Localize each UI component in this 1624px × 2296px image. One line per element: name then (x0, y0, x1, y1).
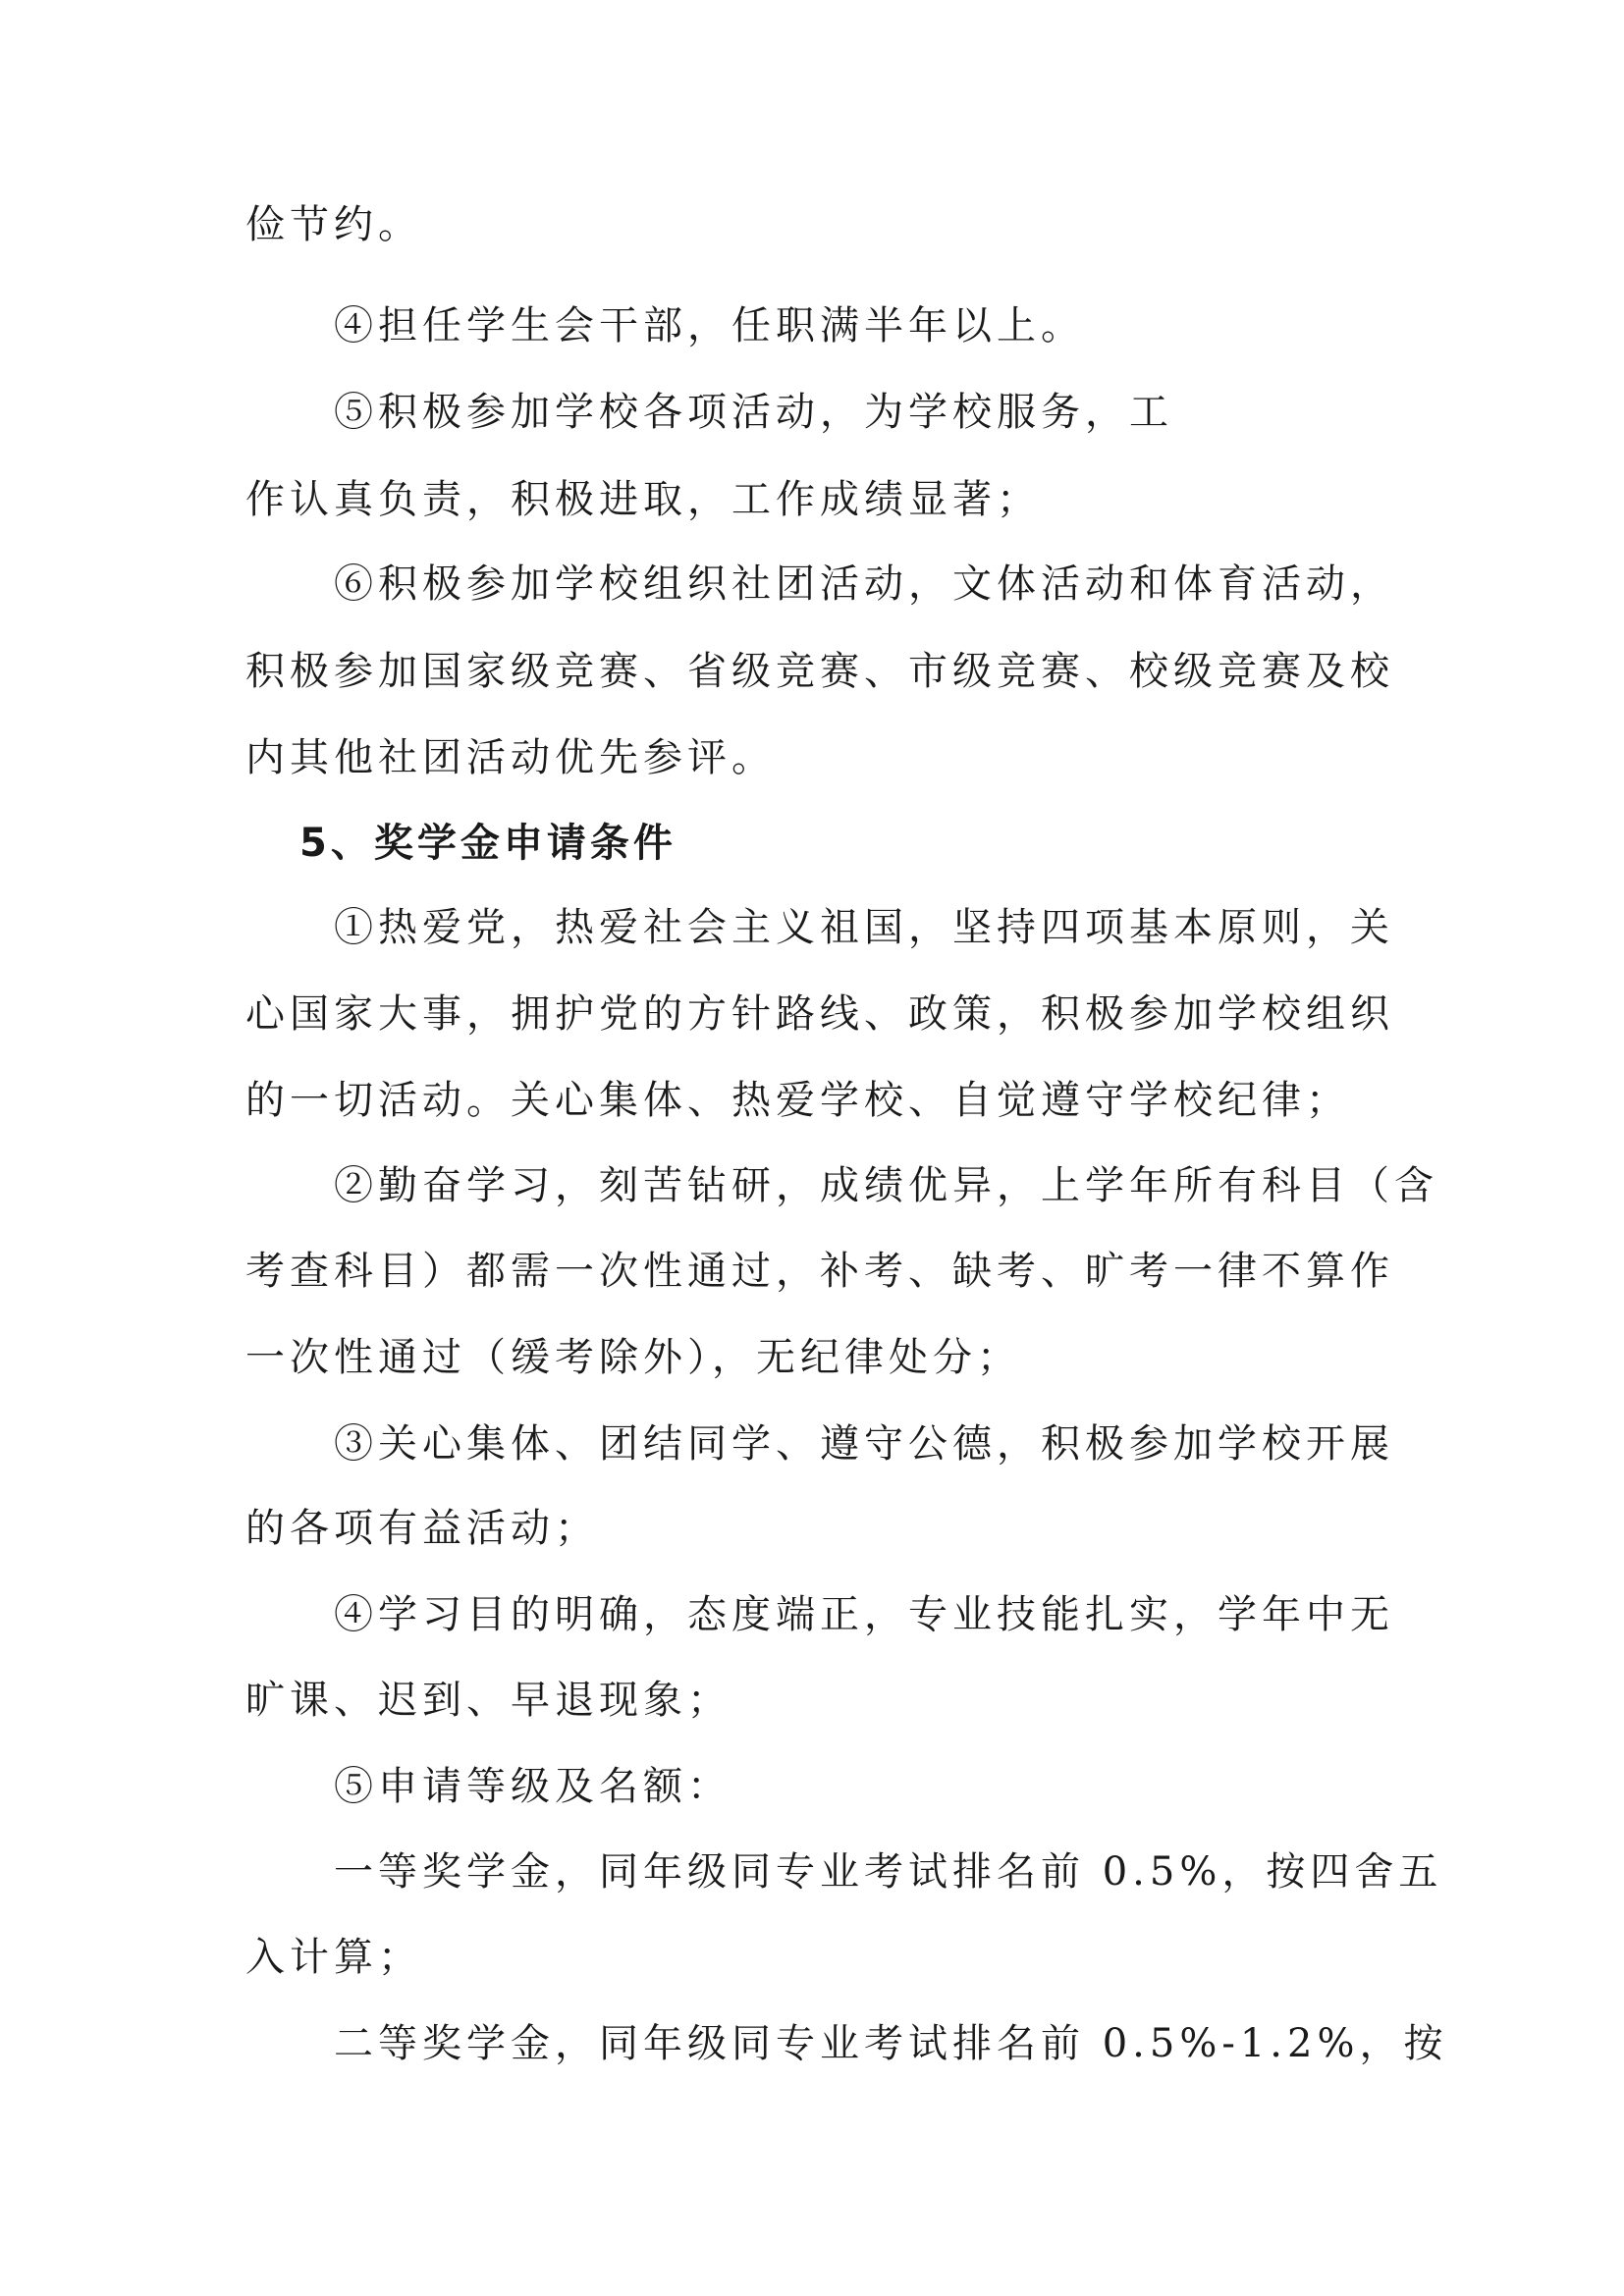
paragraph-line-21: 入计算； (245, 1935, 422, 1980)
paragraph-line-15: ③关心集体、团结同学、遵守公德，积极参加学校开展 (334, 1421, 1394, 1467)
paragraph-line-9: ①热爱党，热爱社会主义祖国，坚持四项基本原则，关 (334, 905, 1394, 950)
section-heading: 5、奖学金申请条件 (299, 821, 677, 866)
paragraph-line-14: 一次性通过（缓考除外），无纪律处分； (245, 1335, 1021, 1380)
paragraph-line-17: ④学习目的明确，态度端正，专业技能扎实，学年中无 (334, 1592, 1394, 1637)
paragraph-line-18: 旷课、迟到、早退现象； (245, 1678, 731, 1723)
paragraph-line-16: 的各项有益活动； (245, 1506, 599, 1551)
paragraph-line-6: 积极参加国家级竞赛、省级竞赛、市级竞赛、校级竞赛及校 (245, 649, 1394, 694)
paragraph-line-12: ②勤奋学习，刻苦钻研，成绩优异，上学年所有科目（含 (334, 1163, 1438, 1208)
paragraph-line-4: 作认真负责，积极进取，工作成绩显著； (245, 477, 1041, 522)
paragraph-line-3: ⑤积极参加学校各项活动，为学校服务，工 (334, 390, 1173, 435)
paragraph-line-7: 内其他社团活动优先参评。 (245, 735, 776, 780)
paragraph-line-10: 心国家大事，拥护党的方针路线、政策，积极参加学校组织 (245, 991, 1394, 1037)
paragraph-line-1: 俭节约。 (245, 202, 422, 247)
paragraph-line-19: ⑤申请等级及名额： (334, 1764, 731, 1809)
paragraph-line-2: ④担任学生会干部，任职满半年以上。 (334, 303, 1085, 348)
paragraph-line-5: ⑥积极参加学校组织社团活动，文体活动和体育活动， (334, 561, 1394, 607)
paragraph-line-13: 考查科目）都需一次性通过，补考、缺考、旷考一律不算作 (245, 1249, 1394, 1294)
paragraph-line-22: 二等奖学金，同年级同专业考试排名前 0.5%-1.2%，按 (334, 2021, 1448, 2066)
paragraph-line-20: 一等奖学金，同年级同专业考试排名前 0.5%，按四舍五 (334, 1849, 1443, 1895)
paragraph-line-11: 的一切活动。关心集体、热爱学校、自觉遵守学校纪律； (245, 1078, 1350, 1123)
